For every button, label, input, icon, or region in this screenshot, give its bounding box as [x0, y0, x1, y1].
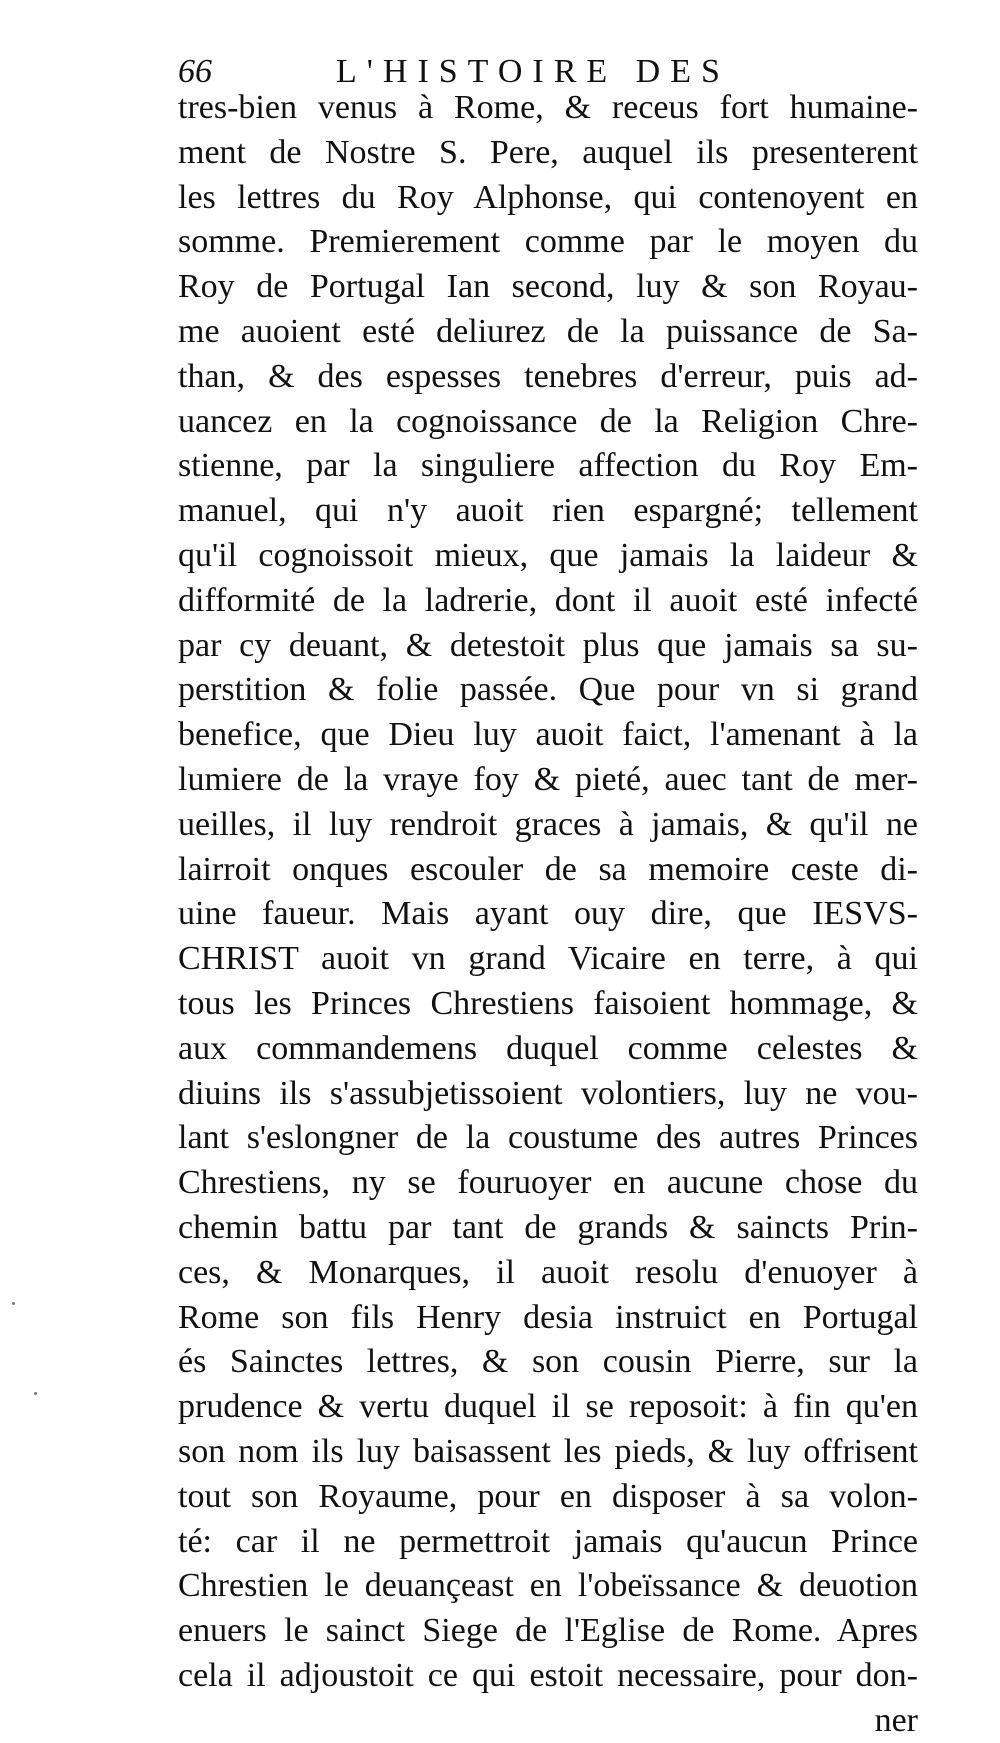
page-number: 66 — [178, 53, 212, 90]
text-line: than, & des espesses tenebres d'erreur, puis ad- — [178, 357, 918, 395]
text-line: diuins ils s'assubjetissoient volontiers, luy ne vou- — [178, 1074, 918, 1112]
text-line: benefice, que Dieu luy auoit faict, l'amenant à la — [178, 716, 918, 754]
text-line: lant s'eslongner de la coustume des autres Princes — [178, 1119, 918, 1157]
text-line: ueilles, il luy rendroit graces à jamais, & qu'il ne — [178, 805, 918, 843]
text-line: enuers le sainct Siege de l'Eglise de Rome. Apres — [178, 1612, 918, 1650]
text-line: lairroit onques escouler de sa memoire ceste di- — [178, 850, 918, 888]
text-line: és Sainctes lettres, & son cousin Pierre, sur la — [178, 1343, 918, 1381]
text-line: somme. Premierement comme par le moyen du — [178, 223, 918, 261]
text-line: Rome son fils Henry desia instruict en Portugal — [178, 1298, 918, 1336]
text-line: tous les Princes Chrestiens faisoient hommage, & — [178, 984, 918, 1022]
text-line: uancez en la cognoissance de la Religion Chre- — [178, 402, 918, 440]
text-line: lumiere de la vraye foy & pieté, auec tant de mer- — [178, 760, 918, 798]
text-line: aux commandemens duquel comme celestes & — [178, 1029, 918, 1067]
text-line: Chrestien le deuançeast en l'obeïssance & deuotion — [178, 1567, 918, 1605]
text-line: tres-bien venus à Rome, & receus fort humaine- — [178, 89, 918, 126]
text-line: me auoient esté deliurez de la puissance de Sa- — [178, 312, 918, 350]
text-line: manuel, qui n'y auoit rien espargné; tellement — [178, 492, 918, 530]
text-line: Chrestiens, ny se fouruoyer en aucune chose du — [178, 1164, 918, 1202]
text-line: Roy de Portugal Ian second, luy & son Royau- — [178, 268, 918, 306]
text-line: ment de Nostre S. Pere, auquel ils presenterent — [178, 133, 918, 171]
running-title: L'HISTOIRE DES — [336, 53, 730, 90]
catchword: ner — [874, 1701, 918, 1739]
text-line: tout son Royaume, pour en disposer à sa volon- — [178, 1477, 918, 1515]
text-line: cela il adjoustoit ce qui estoit necessaire, pour don- — [178, 1656, 918, 1694]
paper-speck — [12, 1302, 15, 1305]
paper-speck — [34, 1392, 37, 1395]
text-line: stienne, par la singuliere affection du Roy Em- — [178, 447, 918, 485]
text-line: les lettres du Roy Alphonse, qui contenoyent en — [178, 178, 918, 216]
text-line: son nom ils luy baisassent les pieds, & luy offrisent — [178, 1432, 918, 1470]
text-line: perstition & folie passée. Que pour vn si grand — [178, 671, 918, 709]
text-line: ces, & Monarques, il auoit resolu d'enuoyer à — [178, 1253, 918, 1291]
text-line: té: car il ne permettroit jamais qu'aucun Prince — [178, 1522, 918, 1560]
text-line: difformité de la ladrerie, dont il auoit esté infecté — [178, 581, 918, 619]
text-line: qu'il cognoissoit mieux, que jamais la laideur & — [178, 536, 918, 574]
text-line: uine faueur. Mais ayant ouy dire, que IESVS- — [178, 895, 918, 933]
text-line: CHRIST auoit vn grand Vicaire en terre, à qui — [178, 940, 918, 978]
page-body-text — [178, 86, 918, 1743]
text-line: prudence & vertu duquel il se reposoit: à fin qu'en — [178, 1388, 918, 1426]
text-line: par cy deuant, & detestoit plus que jamais sa su- — [178, 626, 918, 664]
text-line: chemin battu par tant de grands & saincts Prin- — [178, 1208, 918, 1246]
